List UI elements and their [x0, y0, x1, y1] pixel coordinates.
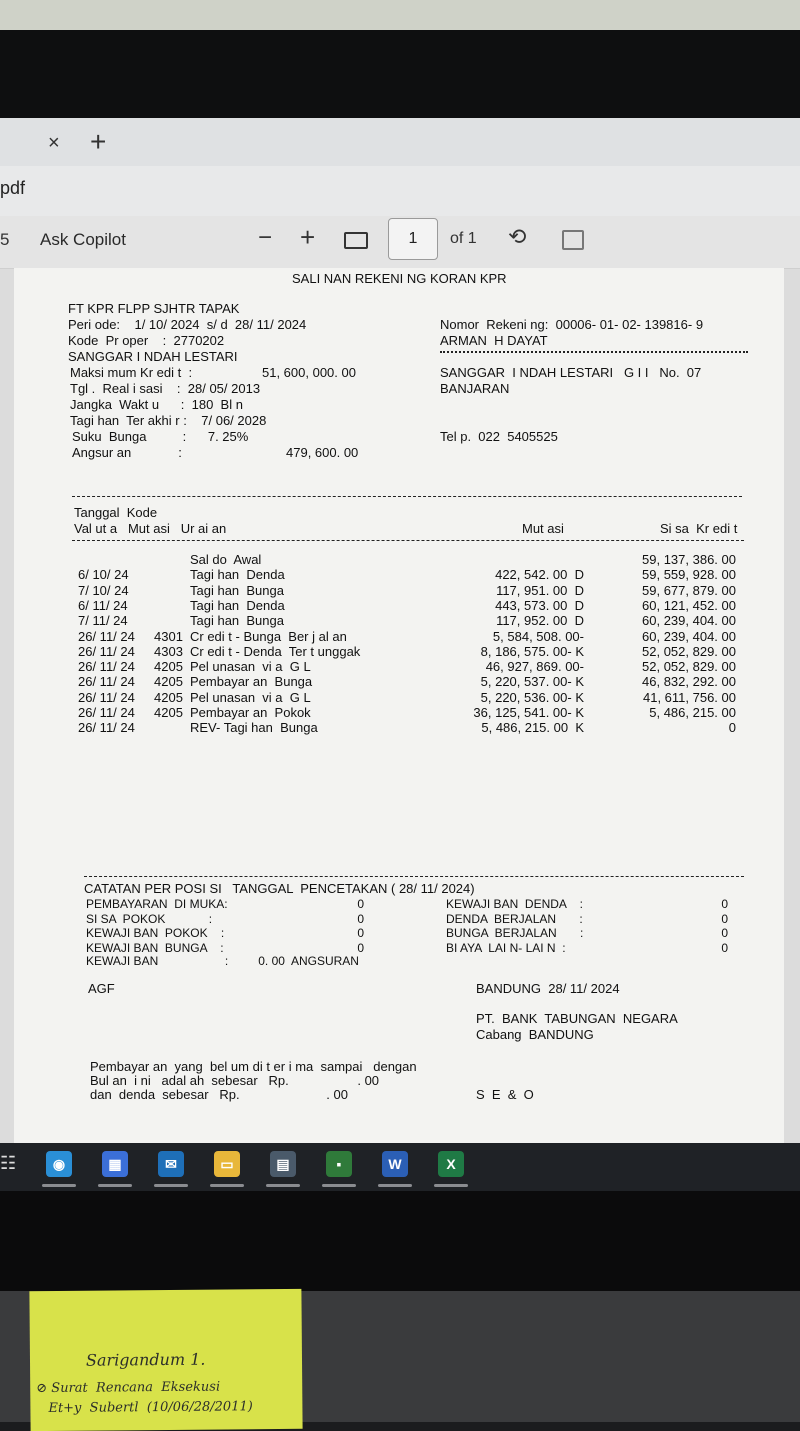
page-number-input[interactable]: 1 [388, 218, 438, 260]
column-header-valuta: Val ut a Mut asi Ur ai an [74, 521, 227, 536]
browser-tab-bar [0, 118, 800, 166]
row-uraian: Cr edi t - Bunga Ber j al an [190, 628, 347, 644]
row-sisa-kredit: 41, 611, 756. 00 [642, 689, 736, 705]
row-sisa-kredit: 60, 121, 452. 00 [642, 597, 736, 613]
telephone: Tel p. 022 5405525 [440, 429, 558, 444]
row-sisa-kredit: 0 [728, 720, 736, 736]
catatan-right-value: 0 [721, 911, 728, 926]
row-mutasi: 443, 573. 00 D [495, 597, 584, 613]
row-mutasi: 5, 220, 537. 00- K [480, 674, 584, 690]
app-icon[interactable]: ▪ [326, 1151, 352, 1177]
row-uraian: REV- Tagi han Bunga [190, 720, 318, 736]
row-date: 26/ 11/ 24 [78, 674, 135, 690]
catatan-right-label: KEWAJI BAN DENDA : [446, 897, 583, 911]
page-view-icon[interactable] [562, 230, 584, 250]
maksimum-kredit-label: Maksi mum Kr edi t : [70, 365, 193, 380]
angsuran-value: 479, 600. 00 [286, 445, 359, 460]
column-header-sisa-kredit: Si sa Kr edi t [660, 521, 738, 536]
monitor-bezel-top [0, 30, 800, 120]
tgl-realisasi: Tgl . Real i sasi : 28/ 05/ 2013 [70, 381, 261, 396]
row-kode: 4205 [154, 659, 183, 675]
kewajiban-line: KEWAJI BAN : 0. 00 ANGSURAN [86, 954, 359, 968]
sticky-note [29, 1289, 302, 1431]
se-o-note: S E & O [476, 1087, 534, 1102]
note-line-2: ⊘ Surat Rencana Eksekusi [36, 1379, 221, 1397]
calculator-icon[interactable]: ▤ [270, 1151, 296, 1177]
widgets-icon[interactable]: ☷ [0, 1153, 17, 1173]
row-date: 7/ 11/ 24 [78, 613, 128, 629]
row-mutasi: 36, 125, 541. 00- K [473, 705, 584, 720]
catatan-left-value: 0 [357, 897, 364, 911]
catatan-divider [84, 876, 744, 877]
row-kode: 4303 [154, 643, 183, 659]
excel-icon[interactable]: X [438, 1151, 464, 1177]
row-sisa-kredit: 59, 137, 386. 00 [642, 552, 736, 567]
address-line-1: SANGGAR I NDAH LESTARI G I I No. 07 [440, 365, 702, 380]
footer-line-2: Bul an i ni adal ah sebesar Rp. . 00 [90, 1073, 380, 1088]
row-uraian: Pel unasan vi a G L [190, 659, 311, 675]
statement-title: SALI NAN REKENI NG KORAN KPR [292, 271, 507, 286]
row-date: 6/ 11/ 24 [78, 597, 128, 613]
maksimum-kredit-value: 51, 600, 000. 00 [262, 365, 356, 380]
monitor-screen [0, 118, 800, 1143]
row-date: 26/ 11/ 24 [78, 689, 135, 705]
row-sisa-kredit: 59, 677, 879. 00 [642, 582, 736, 598]
catatan-left-value: 0 [357, 911, 364, 926]
suku-bunga: Suku Bunga : 7. 25% [72, 429, 249, 444]
ask-copilot-button[interactable]: Ask Copilot [40, 230, 126, 249]
row-mutasi: 5, 486, 215. 00 K [481, 720, 584, 736]
row-date: 26/ 11/ 24 [78, 720, 135, 736]
footer-line-1: Pembayar an yang bel um di t er i ma sampai dengan [90, 1059, 417, 1074]
toolbar-left-glyph[interactable]: 5 [0, 230, 10, 249]
catatan-right-value: 0 [721, 926, 728, 940]
row-date: 26/ 11/ 24 [78, 628, 135, 644]
catatan-right-label: BI AYA LAI N- LAI N : [446, 940, 566, 955]
row-kode: 4301 [154, 628, 183, 644]
table-top-divider [72, 496, 742, 497]
row-mutasi: 5, 220, 536. 00- K [480, 689, 584, 705]
column-header-mutasi: Mut asi [522, 521, 564, 536]
catatan-left-value: 0 [357, 926, 364, 940]
row-sisa-kredit: 5, 486, 215. 00 [649, 705, 736, 720]
column-header-tanggal: Tanggal Kode [74, 505, 158, 520]
address-bar[interactable] [0, 166, 800, 216]
new-tab-button[interactable]: + [90, 126, 107, 157]
cabang: Cabang BANDUNG [476, 1027, 594, 1042]
program-name: FT KPR FLPP SJHTR TAPAK [68, 301, 240, 316]
fit-width-icon[interactable] [344, 232, 368, 249]
row-date: 7/ 10/ 24 [78, 582, 129, 598]
rotate-icon[interactable]: ⟲ [508, 224, 527, 249]
windows-taskbar [0, 1143, 800, 1191]
word-icon[interactable]: W [382, 1151, 408, 1177]
background-wall [0, 0, 800, 30]
catatan-right-value: 0 [721, 897, 728, 911]
zoom-in-button[interactable]: + [300, 222, 316, 252]
row-sisa-kredit: 60, 239, 404. 00 [642, 628, 736, 644]
tagihan-terakhir: Tagi han Ter akhi r : 7/ 06/ 2028 [70, 413, 267, 428]
periode: Peri ode: 1/ 10/ 2024 s/ d 28/ 11/ 2024 [68, 317, 307, 332]
row-date: 6/ 10/ 24 [78, 567, 129, 583]
angsuran-label: Angsur an : [72, 445, 182, 460]
row-uraian: Tagi han Denda [190, 567, 285, 583]
row-mutasi: 117, 951. 00 D [496, 582, 584, 598]
row-uraian: Pembayar an Bunga [190, 674, 313, 690]
mail-icon[interactable]: ✉ [158, 1151, 184, 1177]
pdf-page [14, 268, 784, 1143]
row-sisa-kredit: 52, 052, 829. 00 [642, 659, 736, 675]
footer-line-3: dan denda sebesar Rp. . 00 [90, 1087, 348, 1102]
zoom-out-button[interactable]: − [258, 224, 273, 251]
edge-icon[interactable]: ◉ [46, 1151, 72, 1177]
explorer-icon[interactable]: ▭ [214, 1151, 240, 1177]
note-line-1: Sarigandum 1. [85, 1349, 206, 1370]
row-uraian: Pel unasan vi a G L [190, 689, 311, 705]
row-kode: 4205 [154, 674, 183, 690]
row-mutasi: 117, 952. 00 D [496, 613, 584, 629]
catatan-left-label: KEWAJI BAN BUNGA : [86, 940, 224, 955]
kode-proper: Kode Pr oper : 2770202 [68, 333, 225, 348]
row-kode: 4205 [154, 689, 183, 705]
catatan-left-label: SI SA POKOK : [86, 911, 213, 926]
address-line-2: BANJARAN [440, 381, 510, 396]
row-sisa-kredit: 52, 052, 829. 00 [642, 643, 736, 659]
row-mutasi: 46, 927, 869. 00- [485, 659, 584, 675]
jangka-waktu: Jangka Wakt u : 180 Bl n [70, 397, 243, 412]
row-uraian: Tagi han Denda [190, 597, 285, 613]
row-date: 26/ 11/ 24 [78, 643, 135, 659]
row-uraian: Cr edi t - Denda Ter t unggak [190, 643, 361, 659]
catatan-right-label: DENDA BERJALAN : [446, 911, 583, 926]
catatan-left-value: 0 [357, 940, 364, 955]
table-header-divider [72, 540, 744, 541]
catatan-right-label: BUNGA BERJALAN : [446, 926, 584, 940]
row-uraian: Tagi han Bunga [190, 582, 284, 598]
customer-name: ARMAN H DAYAT [440, 333, 548, 348]
catatan-title: CATATAN PER POSI SI TANGGAL PENCETAKAN ( 28/ 11/ 2024) [84, 881, 475, 896]
row-mutasi: 422, 542. 00 D [495, 567, 584, 583]
bank-name: PT. BANK TABUNGAN NEGARA [476, 1011, 678, 1026]
row-mutasi: 8, 186, 575. 00- K [480, 643, 584, 659]
row-sisa-kredit: 59, 559, 928. 00 [642, 567, 736, 583]
address-text: pdf [0, 178, 26, 198]
row-uraian: Tagi han Bunga [190, 613, 284, 629]
row-date: 26/ 11/ 24 [78, 705, 135, 720]
row-sisa-kredit: 46, 832, 292. 00 [642, 674, 736, 690]
catatan-left-label: PEMBAYARAN DI MUKA: [86, 897, 228, 911]
kota-tanggal: BANDUNG 28/ 11/ 2024 [476, 981, 620, 996]
catatan-left-label: KEWAJI BAN POKOK : [86, 926, 225, 940]
row-mutasi: 5, 584, 508. 00- [492, 628, 584, 644]
row-sisa-kredit: 60, 239, 404. 00 [642, 613, 736, 629]
catatan-right-value: 0 [721, 940, 728, 955]
note-line-3: Et+y Subertl (10/06/28/2011) [48, 1399, 253, 1417]
page-total: of 1 [450, 230, 477, 247]
row-uraian: Sal do Awal [190, 552, 262, 567]
agf-label: AGF [88, 981, 115, 996]
project-name: SANGGAR I NDAH LESTARI [68, 349, 238, 364]
nomor-rekening: Nomor Rekeni ng: 00006- 01- 02- 139816- 9 [440, 317, 704, 332]
dotted-divider [440, 351, 748, 353]
row-uraian: Pembayar an Pokok [190, 705, 311, 720]
row-date: 26/ 11/ 24 [78, 659, 135, 675]
row-kode: 4205 [154, 705, 183, 720]
store-icon[interactable]: ▦ [102, 1151, 128, 1177]
monitor-bezel-bottom [0, 1191, 800, 1291]
close-tab-icon[interactable]: × [48, 132, 60, 154]
